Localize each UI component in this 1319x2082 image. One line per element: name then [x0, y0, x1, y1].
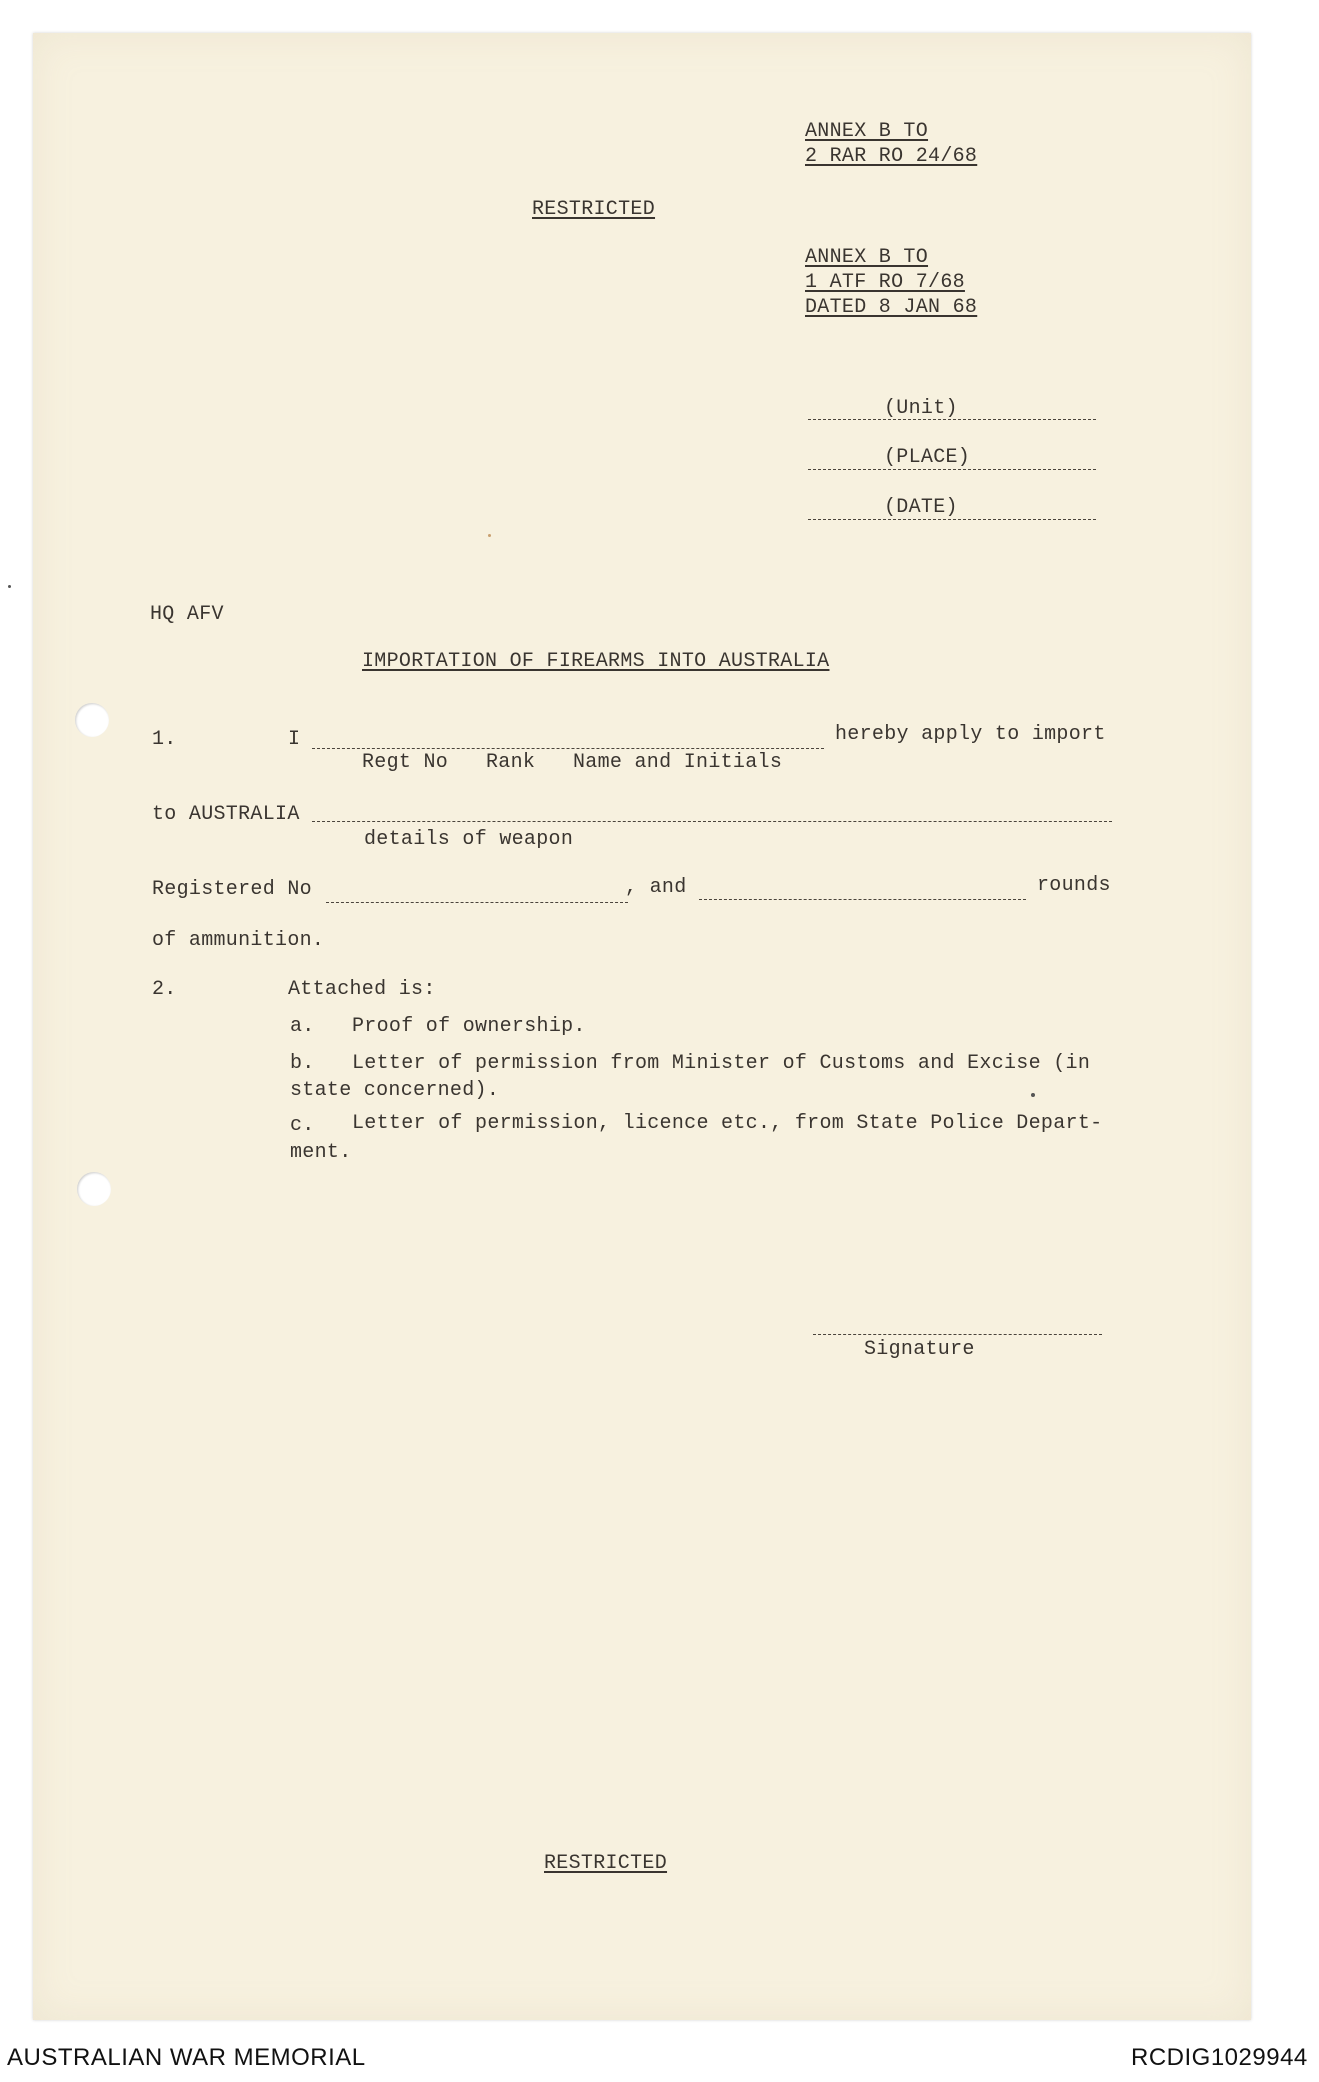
classification-bottom: RESTRICTED — [544, 1852, 668, 1875]
and-text: , and — [625, 876, 687, 899]
item-c-letter: c. — [290, 1114, 315, 1137]
paper-speck — [8, 585, 11, 588]
paper-speck — [488, 534, 491, 537]
to-australia: to AUSTRALIA — [152, 803, 300, 826]
document-title: IMPORTATION OF FIREARMS INTO AUSTRALIA — [362, 650, 830, 673]
signature-label: Signature — [864, 1338, 975, 1361]
place-label: (PLACE) — [884, 446, 971, 469]
registered-no-field-line — [326, 902, 628, 903]
weapon-field-line — [312, 821, 1112, 822]
annex-rar-line2: 2 RAR RO 24/68 — [805, 145, 978, 168]
rounds-field-line — [699, 899, 1026, 900]
annex-atf-line2: 1 ATF RO 7/68 — [805, 271, 965, 294]
item-b-text-line2: state concerned). — [290, 1079, 500, 1102]
punch-hole-top — [75, 703, 109, 737]
archive-footer-right: RCDIG1029944 — [1131, 2044, 1308, 2071]
para1-number: 1. — [152, 728, 177, 751]
rounds-text: rounds — [1037, 874, 1111, 897]
item-a-letter: a. — [290, 1015, 315, 1038]
item-b-text-line1: Letter of permission from Minister of Customs and Excise (in — [352, 1052, 1091, 1075]
caption-weapon-details: details of weapon — [364, 828, 574, 851]
unit-label: (Unit) — [884, 397, 958, 420]
para1-pronoun: I — [288, 728, 301, 751]
addressee: HQ AFV — [150, 603, 224, 626]
classification-top: RESTRICTED — [532, 198, 656, 221]
apply-text: hereby apply to import — [835, 723, 1106, 746]
item-c-text-line2: ment. — [290, 1141, 352, 1164]
annex-rar-line1: ANNEX B TO — [805, 120, 929, 143]
date-label: (DATE) — [884, 496, 958, 519]
paper-speck — [1031, 1093, 1035, 1097]
caption-name-initials: Name and Initials — [573, 751, 783, 774]
signature-field-line — [813, 1334, 1102, 1335]
caption-rank: Rank — [486, 751, 536, 774]
name-field-line — [312, 748, 824, 749]
attached-intro: Attached is: — [288, 978, 436, 1001]
item-c-text-line1: Letter of permission, licence etc., from State Police Depart- — [352, 1112, 1103, 1135]
item-a-text: Proof of ownership. — [352, 1015, 586, 1038]
annex-atf-line3: DATED 8 JAN 68 — [805, 296, 978, 319]
registered-no-label: Registered No — [152, 878, 312, 901]
caption-regt-no: Regt No — [362, 751, 449, 774]
document-page — [33, 33, 1251, 2020]
ammunition-text: of ammunition. — [152, 929, 325, 952]
punch-hole-bottom — [77, 1172, 111, 1206]
item-b-letter: b. — [290, 1052, 315, 1075]
para2-number: 2. — [152, 978, 177, 1001]
annex-atf-line1: ANNEX B TO — [805, 246, 929, 269]
archive-footer-left: AUSTRALIAN WAR MEMORIAL — [7, 2044, 366, 2071]
